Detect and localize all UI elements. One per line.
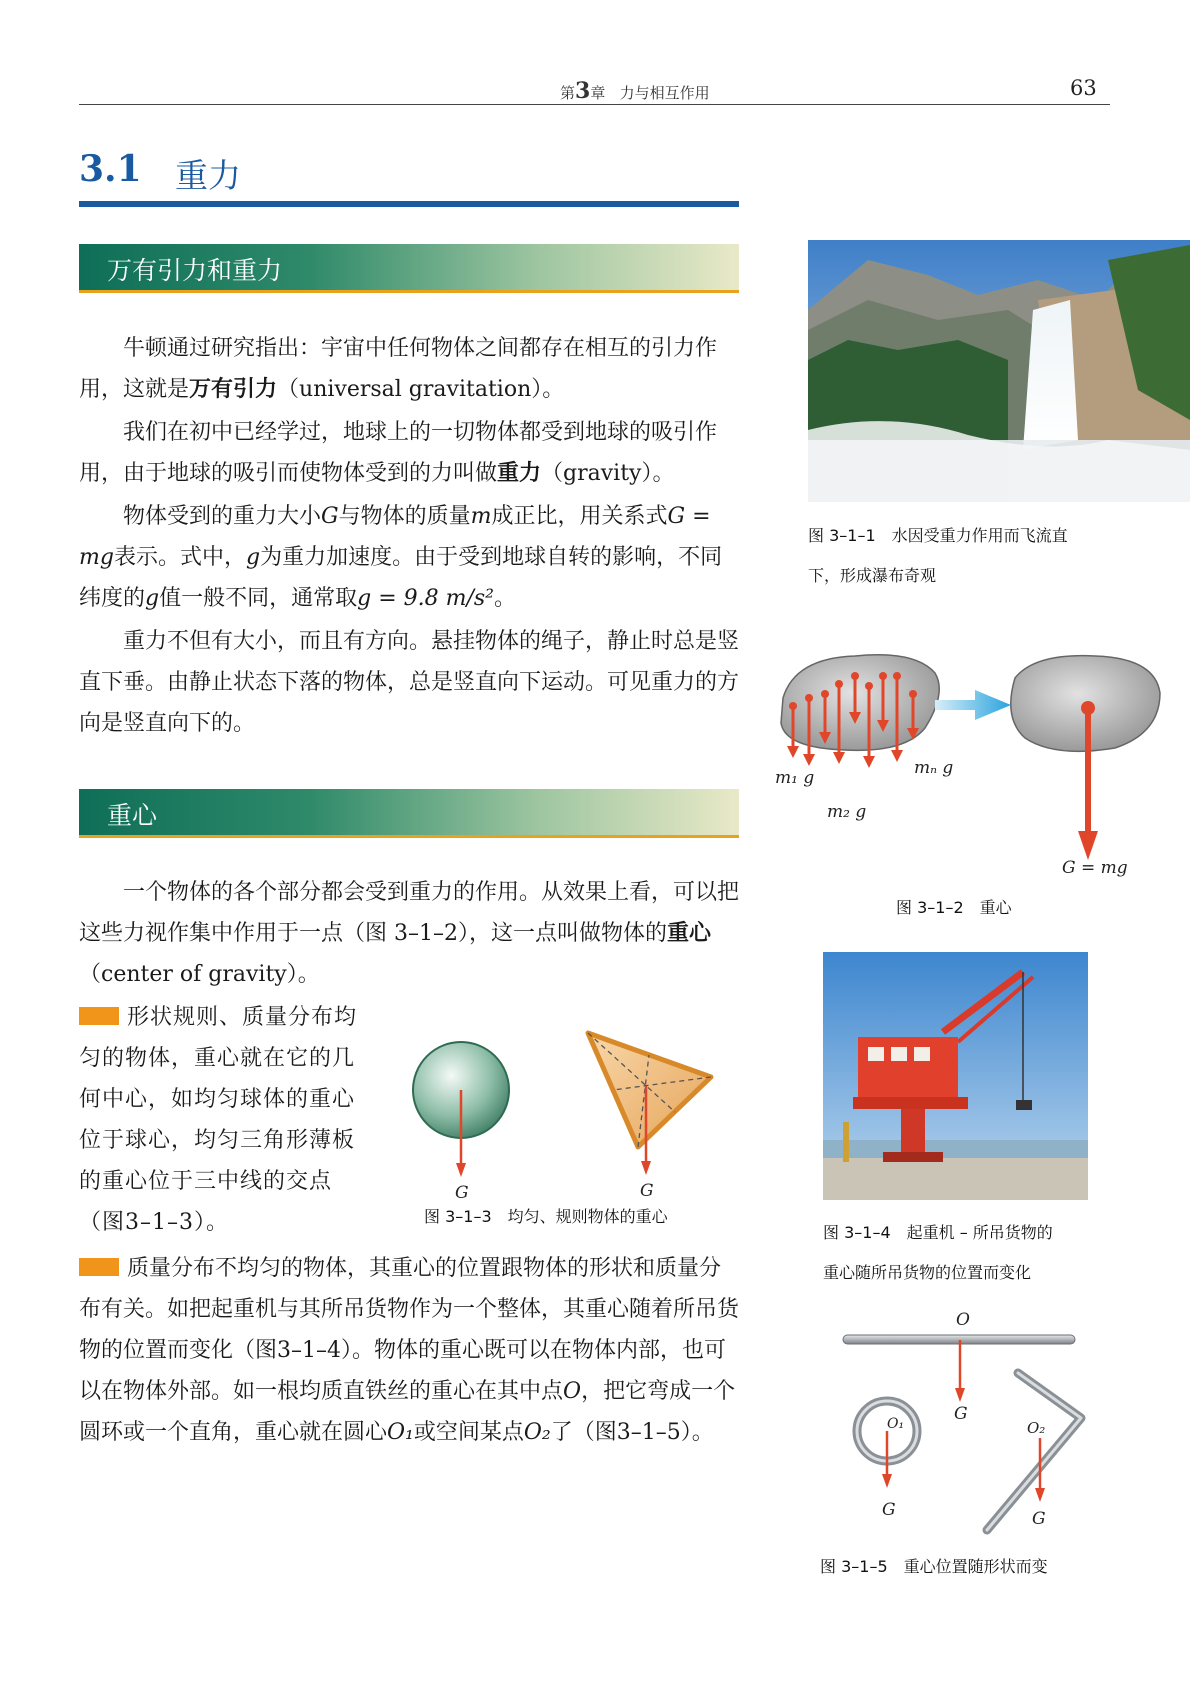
subheading-label: 重心 (107, 801, 158, 830)
wire-shapes-diagram (835, 1318, 1090, 1543)
crane-photo (823, 952, 1088, 1200)
orange-marker (79, 1007, 119, 1025)
fig5-label-O2: O₂ (1027, 1419, 1046, 1437)
chapter-suffix: 章 (590, 84, 606, 102)
center-of-gravity-diagram (775, 648, 1180, 888)
header-rule (79, 104, 1110, 105)
transform-arrow (935, 690, 1011, 720)
total-weight-arrow (1078, 831, 1098, 860)
term-gravity: 重力 (497, 461, 542, 486)
paragraph-7: 质量分布不均匀的物体，其重心的位置跟物体的形状和质量分布有关。如把起重机与其所吊货物作为一个整体，其重心随着所吊货物的位置而变化（图3–1–4）。物体的重心既可以在物体内部，也可以在物体外部。如一根均质直铁丝的重心在其中点O，把它弯成一个圆环或一个直角，重心就在圆心O₁或空间某点O₂了（图3–1–5）。 (79, 1256, 740, 1445)
term-center-of-gravity: 重心 (667, 921, 712, 946)
subheading-center-of-gravity (79, 789, 739, 838)
figure-3-1-3-caption: 图 3–1–3 均匀、规则物体的重心 (424, 1207, 668, 1226)
label-m2g: m₂ g (827, 802, 867, 822)
paragraph-2: 我们在初中已经学过，地球上的一切物体都受到地球的吸引作用，由于地球的吸引而使物体受到的力叫做重力（gravity）。 (79, 420, 718, 486)
subheading-gravitation (79, 244, 739, 293)
uniform-objects-diagram (405, 1025, 725, 1200)
label-m1g: m₁ g (775, 768, 815, 788)
fig5-label-G-straight: G (954, 1404, 968, 1424)
paragraph-1: 牛顿通过研究指出：宇宙中任何物体之间都存在相互的引力作用，这就是万有引力（universal gravitation）。 (79, 336, 718, 402)
figure-3-1-5-caption: 图 3–1–5 重心位置随形状而变 (820, 1557, 1048, 1576)
figure-3-1-4-caption: 图 3–1–4 起重机 – 所吊货物的 重心随所吊货物的位置而变化 (823, 1223, 1053, 1282)
label-mng: mₙ g (914, 758, 954, 778)
formula-g-value: g = 9.8 m/s² (357, 586, 494, 611)
fig5-label-O1: O₁ (887, 1416, 905, 1432)
paragraph-5: 一个物体的各个部分都会受到重力的作用。从效果上看，可以把这些力视作集中作用于一点（图 3–1–2），这一点叫做物体的重心（center of gravity）。 (79, 880, 740, 987)
figure-3-1-1-caption: 图 3–1–1 水因受重力作用而飞流直 下，形成瀑布奇观 (808, 526, 1068, 585)
page-number: 63 (1070, 76, 1097, 100)
section-title: 重力 (175, 156, 241, 195)
chapter-prefix: 第 (560, 84, 576, 102)
fig5-label-G-angle: G (1032, 1509, 1046, 1529)
waterfall-photo (808, 240, 1190, 502)
term-universal-gravitation: 万有引力 (189, 377, 278, 402)
label-G-mg: G = mg (1062, 858, 1128, 878)
chapter-number: 3 (575, 78, 591, 104)
figure-3-1-2-caption: 图 3–1–2 重心 (896, 898, 1012, 917)
fig3-label-G1: G (455, 1183, 469, 1203)
paragraph-6: 形状规则、质量分布均匀的物体，重心就在它的几何中心，如均匀球体的重心位于球心，均匀三角形薄板的重心位于三中线的交点（图3–1–3）。 (79, 1005, 358, 1235)
running-head (560, 78, 710, 104)
title-rule (79, 201, 739, 207)
fig5-label-O: O (956, 1310, 970, 1330)
formula-g-mg: G = mg (79, 504, 711, 570)
right-angle-wire (987, 1373, 1081, 1530)
subheading-label: 万有引力和重力 (107, 256, 283, 285)
chapter-title: 力与相互作用 (619, 84, 710, 102)
section-number: 3.1 (79, 148, 142, 190)
orange-marker (79, 1258, 119, 1276)
paragraph-3: 物体受到的重力大小G与物体的质量m成正比，用关系式G = mg表示。式中，g为重力加速度。由于受到地球自转的影响，不同纬度的g值一般不同，通常取g = 9.8 m/s²。 (79, 504, 723, 611)
fig5-label-G-ring: G (882, 1500, 896, 1520)
fig3-label-G2: G (640, 1181, 654, 1201)
uniform-triangle (588, 1033, 711, 1147)
paragraph-4: 重力不但有大小，而且有方向。悬挂物体的绳子，静止时总是竖直下垂。由静止状态下落的物体，总是竖直向下运动。可见重力的方向是竖直向下的。 (79, 629, 740, 736)
